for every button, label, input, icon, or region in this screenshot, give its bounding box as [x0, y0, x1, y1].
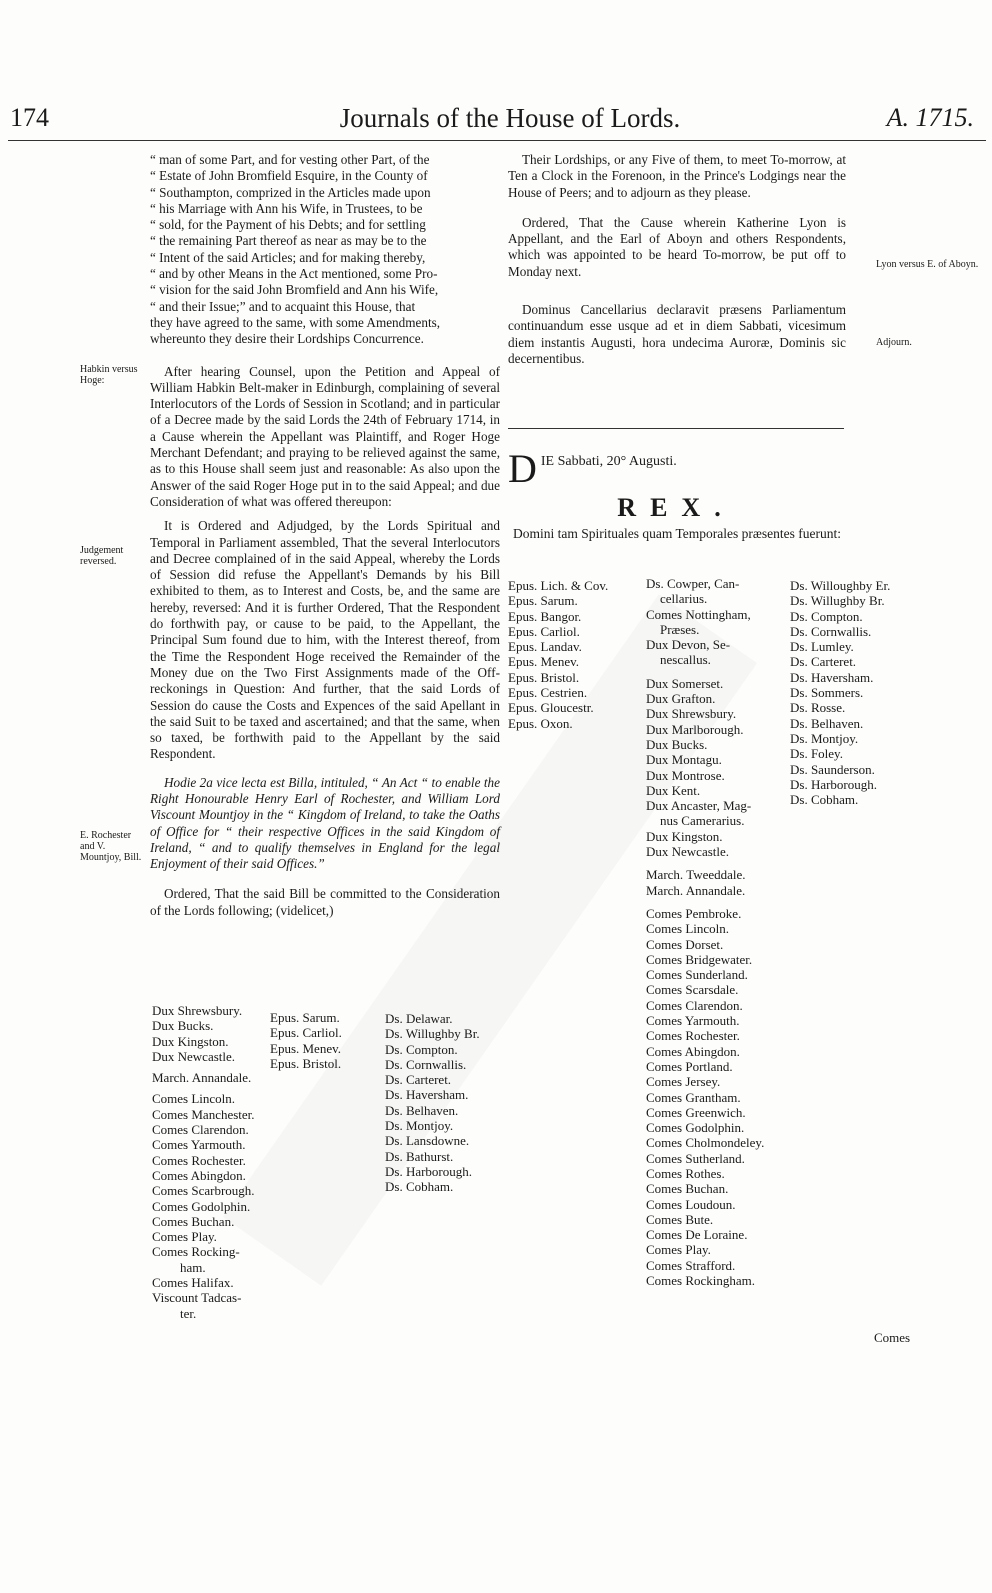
sitting-date: IE Sabbati, 20° Augusti.: [540, 454, 677, 469]
list-item: nescallus.: [660, 652, 711, 668]
list-item: Comes Jersey.: [646, 1074, 721, 1090]
text-line: “ Intent of the said Articles; and for making thereby,: [150, 249, 426, 265]
list-item: nus Camerarius.: [660, 813, 745, 829]
page-title: Journals of the House of Lords.: [339, 103, 681, 133]
page-number: 174: [10, 103, 49, 132]
list-item: Comes Portland.: [646, 1058, 733, 1074]
list-item: Comes Abingdon.: [646, 1043, 740, 1059]
list-item: Ds. Willoughby Er.: [790, 578, 891, 593]
list-item: Dux Kingston.: [646, 828, 723, 844]
list-item: Dux Bucks.: [646, 736, 708, 752]
drop-cap: D: [508, 446, 537, 491]
list-item: Ds. Haversham.: [385, 1087, 469, 1103]
list-item: Epus. Cestrien.: [508, 685, 588, 701]
list-item: Ds. Cornwallis.: [385, 1056, 467, 1072]
list-item: Ds. Cobham.: [385, 1179, 454, 1195]
sitting-heading: [508, 446, 848, 491]
list-item: Epus. Carliol.: [508, 623, 580, 639]
list-item: Epus. Bristol.: [508, 669, 580, 685]
list-item: Comes Rocking-: [152, 1244, 240, 1260]
committee-meeting-paragraph: Their Lordships, or any Five of them, to meet To-morrow, at Ten a Clock in the Forenoon, in the Prince's Lodgings near the House of Peers; and to adjourn as they please.: [508, 152, 846, 200]
list-item: Viscount Tadcas-: [152, 1290, 242, 1306]
list-item: March. Tweeddale.: [646, 867, 746, 883]
text-line: “ Estate of John Bromfield Esquire, in the County of: [150, 168, 428, 184]
list-item: ter.: [180, 1305, 197, 1321]
list-item: Dux Montagu.: [646, 752, 722, 768]
list-item: Ds. Rosse.: [790, 700, 846, 716]
list-item: Comes Bridgewater.: [646, 951, 753, 967]
list-item: Ds. Harborough.: [790, 776, 878, 792]
list-item: Epus. Carliol.: [270, 1025, 342, 1041]
committee-list-bishops: [270, 1010, 370, 1071]
list-item: Comes Clarendon.: [152, 1122, 249, 1138]
list-item: Ds. Carteret.: [790, 654, 857, 670]
list-item: Ds. Cobham.: [790, 792, 859, 808]
list-item: Ds. Montjoy.: [385, 1118, 454, 1134]
list-item: Comes Scarbrough.: [152, 1183, 255, 1199]
list-item: Ds. Sommers.: [790, 685, 864, 701]
text-line: “ sold, for the Payment of his Debts; and for settling: [150, 217, 426, 233]
list-item: Comes Lincoln.: [152, 1091, 236, 1107]
page-year: A. 1715.: [886, 103, 974, 132]
list-item: Dux Ancaster, Mag-: [646, 798, 752, 814]
left-column: [150, 152, 500, 919]
list-item: Comes Bute.: [646, 1211, 714, 1227]
list-item: Ds. Belhaven.: [385, 1102, 459, 1118]
text-line: “ man of some Part, and for vesting other Part, of the: [150, 152, 430, 167]
list-item: Ds. Belhaven.: [790, 715, 864, 731]
lyon-paragraph: Ordered, That the Cause wherein Katherine Lyon is Appellant, and the Earl of Aboyn and others Respondents, which was appointed to be heard To-morrow, be put off to Monday next.: [508, 214, 846, 279]
list-item: Epus. Sarum.: [508, 593, 578, 609]
list-item: Comes Halifax.: [152, 1275, 234, 1291]
list-item: Comes Rochester.: [646, 1028, 740, 1044]
list-item: Comes Godolphin.: [152, 1198, 251, 1214]
list-item: Comes Cholmondeley.: [646, 1135, 765, 1151]
list-item: Comes Lincoln.: [646, 921, 730, 937]
list-item: Dux Grafton.: [646, 691, 716, 707]
list-item: Ds. Harborough.: [385, 1163, 473, 1179]
list-item: Comes De Loraine.: [646, 1227, 748, 1243]
list-item: Dux Shrewsbury.: [152, 1003, 243, 1018]
list-item: Comes Pembroke.: [646, 905, 742, 921]
list-item: Ds. Lansdowne.: [385, 1133, 470, 1149]
text-line: whereunto they desire their Lordships Concurrence.: [150, 331, 424, 347]
list-item: Comes Godolphin.: [646, 1120, 745, 1136]
list-item: Epus. Lich. & Cov.: [508, 578, 609, 593]
list-item: Ds. Montjoy.: [790, 730, 859, 746]
judgement-paragraph: It is Ordered and Adjudged, by the Lords Spiritual and Temporal in Parliament assembled, That the several Interlocutors and Decree complained of in the said Appeal, whereby the Lords of Session did refuse the Appellant's Demands by his Bill exhibited to them, as to Interest and Costs, be, and the same are hereby, reversed: And it is further Ordered, That the Respondent do forthwith pay, or cause to be paid, to the Appellant, the Principal Sum found due to him, with the Interest thereof, from the Time the Respondent Hoge received the Remainder of the Money due on the Two First Assignments made of the Off-reckonings in Question: And further, that the said Lords of Session do cause the Costs and Expences of the said Apellant in the said Suit to be taxed and ascertained; and that the same, when so taxed, be forthwith paid to the Appellant by the said Respondent.: [150, 518, 500, 762]
list-item: Ds. Lumley.: [790, 639, 854, 655]
list-item: Ds. Delawar.: [385, 1011, 453, 1026]
list-item: Comes Rockingham.: [646, 1273, 756, 1289]
habkin-paragraph: After hearing Counsel, upon the Petition and Appeal of William Habkin Belt-maker in Edinburgh, complaining of several Interlocutors of the Lords of Session in Scotland; and in particular of a Decree made by the said Lords the 24th of February 1714, in a Cause wherein the Appellant was Plaintiff, and Roger Hoge Merchant Defendant; and praying to be relieved against the same, as to this House shall seem just and reasonable: As also upon the Answer of the said Roger Hoge put in to the said Appeal; and due Consideration of what was offered thereupon:: [150, 363, 500, 509]
message-paragraph: [150, 152, 500, 348]
header-rule: [8, 140, 986, 141]
list-item: Ds. Compton.: [790, 608, 863, 624]
list-item: Epus. Menev.: [270, 1040, 342, 1056]
list-item: March. Annandale.: [152, 1070, 252, 1086]
margin-note-judgement: Judgement reversed.: [80, 545, 124, 567]
list-item: Comes Buchan.: [152, 1213, 235, 1229]
text-line: “ and their Issue;” and to acquaint this House, that: [150, 298, 416, 314]
list-item: Comes Yarmouth.: [152, 1137, 246, 1153]
margin-note-rochester: E. Rochester and V. Mountjoy, Bill.: [80, 830, 142, 863]
list-item: March. Annandale.: [646, 882, 746, 898]
list-item: Comes Strafford.: [646, 1257, 736, 1273]
list-item: Dux Montrose.: [646, 767, 725, 783]
list-item: Dux Somerset.: [646, 675, 724, 691]
list-item: Dux Kingston.: [152, 1033, 229, 1049]
text-line: “ and by other Means in the Act mentioned, some Pro-: [150, 266, 438, 282]
list-item: Epus. Sarum.: [270, 1010, 340, 1025]
list-item: Dux Newcastle.: [152, 1048, 236, 1064]
list-item: Comes Buchan.: [646, 1181, 729, 1197]
bishops-present-list: [508, 578, 636, 731]
committee-list-barons: [385, 1003, 505, 1195]
list-item: Ds. Foley.: [790, 746, 843, 762]
catchword: Comes: [874, 1330, 911, 1345]
right-column: [508, 152, 846, 367]
list-item: Ds. Saunderson.: [790, 761, 875, 777]
list-item: Comes Sutherland.: [646, 1150, 745, 1166]
committee-list-temporal: [152, 1003, 267, 1321]
list-item: Ds. Cornwallis.: [790, 623, 872, 639]
list-item: Comes Sunderland.: [646, 967, 748, 983]
list-item: Ds. Carteret.: [385, 1072, 452, 1088]
list-item: Epus. Bristol.: [270, 1055, 342, 1071]
list-item: Dux Newcastle.: [646, 844, 730, 860]
list-item: Comes Yarmouth.: [646, 1013, 740, 1029]
list-item: Epus. Bangor.: [508, 608, 582, 624]
list-item: Ds. Willughby Br.: [385, 1026, 480, 1042]
list-item: Comes Rothes.: [646, 1165, 725, 1181]
list-item: Comes Grantham.: [646, 1089, 741, 1105]
list-item: Præses.: [660, 621, 700, 637]
list-item: Comes Clarendon.: [646, 997, 743, 1013]
ordered-paragraph: Ordered, That the said Bill be committed to the Consideration of the Lords following; (videlicet,): [150, 886, 500, 918]
page-header: [0, 103, 992, 143]
rex-heading: REX.: [617, 493, 735, 522]
domini-heading: Domini tam Spirituales quam Temporales præsentes fuerunt:: [513, 526, 841, 541]
list-item: Comes Rochester.: [152, 1152, 246, 1168]
list-item: Comes Nottingham,: [646, 606, 751, 622]
text-line: “ the remaining Part thereof as near as may be to the: [150, 233, 427, 249]
list-item: Dux Bucks.: [152, 1018, 214, 1034]
list-item: Ds. Bathurst.: [385, 1148, 454, 1164]
list-item: Comes Abingdon.: [152, 1167, 246, 1183]
list-item: Comes Play.: [646, 1242, 711, 1258]
peers-present-list: [646, 576, 784, 1288]
bill-paragraph: Hodie 2a vice lecta est Billa, intituled, “ An Act “ to enable the Right Honourable Henry Earl of Rochester, and William Lord Viscount Mountjoy in the “ Kingdom of Ireland, to take the Oaths of Office for “ their respective Offices in the said Kingdom of Ireland, “ and to qualify themselves in England for the legal Enjoyment of their said Offices.”: [150, 774, 500, 872]
list-item: ham.: [180, 1259, 206, 1275]
list-item: Comes Dorset.: [646, 936, 724, 952]
list-item: Ds. Compton.: [385, 1041, 458, 1057]
list-item: Dux Kent.: [646, 782, 701, 798]
list-item: Epus. Menev.: [508, 654, 580, 670]
list-item: Epus. Gloucestr.: [508, 700, 594, 716]
text-line: “ vision for the said John Bromfield and Ann his Wife,: [150, 282, 439, 298]
text-line: “ his Marriage with Ann his Wife, in Trustees, to be: [150, 200, 423, 216]
margin-note-habkin: Habkin versus Hoge:: [80, 364, 138, 386]
list-item: Comes Play.: [152, 1229, 217, 1245]
section-divider: [508, 428, 844, 429]
list-item: Comes Manchester.: [152, 1106, 255, 1122]
list-item: Epus. Landav.: [508, 639, 582, 655]
text-line: “ Southampton, comprized in the Articles made upon: [150, 184, 431, 200]
list-item: Comes Scarsdale.: [646, 982, 739, 998]
margin-note-adjourn: Adjourn.: [876, 337, 912, 348]
barons-present-list: [790, 578, 940, 807]
list-item: cellarius.: [660, 591, 708, 607]
list-item: Comes Greenwich.: [646, 1104, 746, 1120]
margin-note-lyon: Lyon versus E. of Aboyn.: [876, 259, 979, 270]
list-item: Dux Marlborough.: [646, 721, 744, 737]
text-line: they have agreed to the same, with some Amendments,: [150, 314, 441, 330]
list-item: Dux Devon, Se-: [646, 637, 731, 653]
list-item: Epus. Oxon.: [508, 715, 573, 731]
adjourn-paragraph: Dominus Cancellarius declaravit præsens Parliamentum continuandum esse usque ad et in diem Sabbati, vicesimum diem instantis Augusti, hora undecima Auroræ, Dominis sic decernentibus.: [508, 302, 846, 366]
list-item: Ds. Haversham.: [790, 669, 874, 685]
list-item: Ds. Willughby Br.: [790, 593, 885, 609]
list-item: Ds. Cowper, Can-: [646, 576, 740, 591]
list-item: Comes Loudoun.: [646, 1196, 736, 1212]
list-item: Dux Shrewsbury.: [646, 706, 737, 722]
